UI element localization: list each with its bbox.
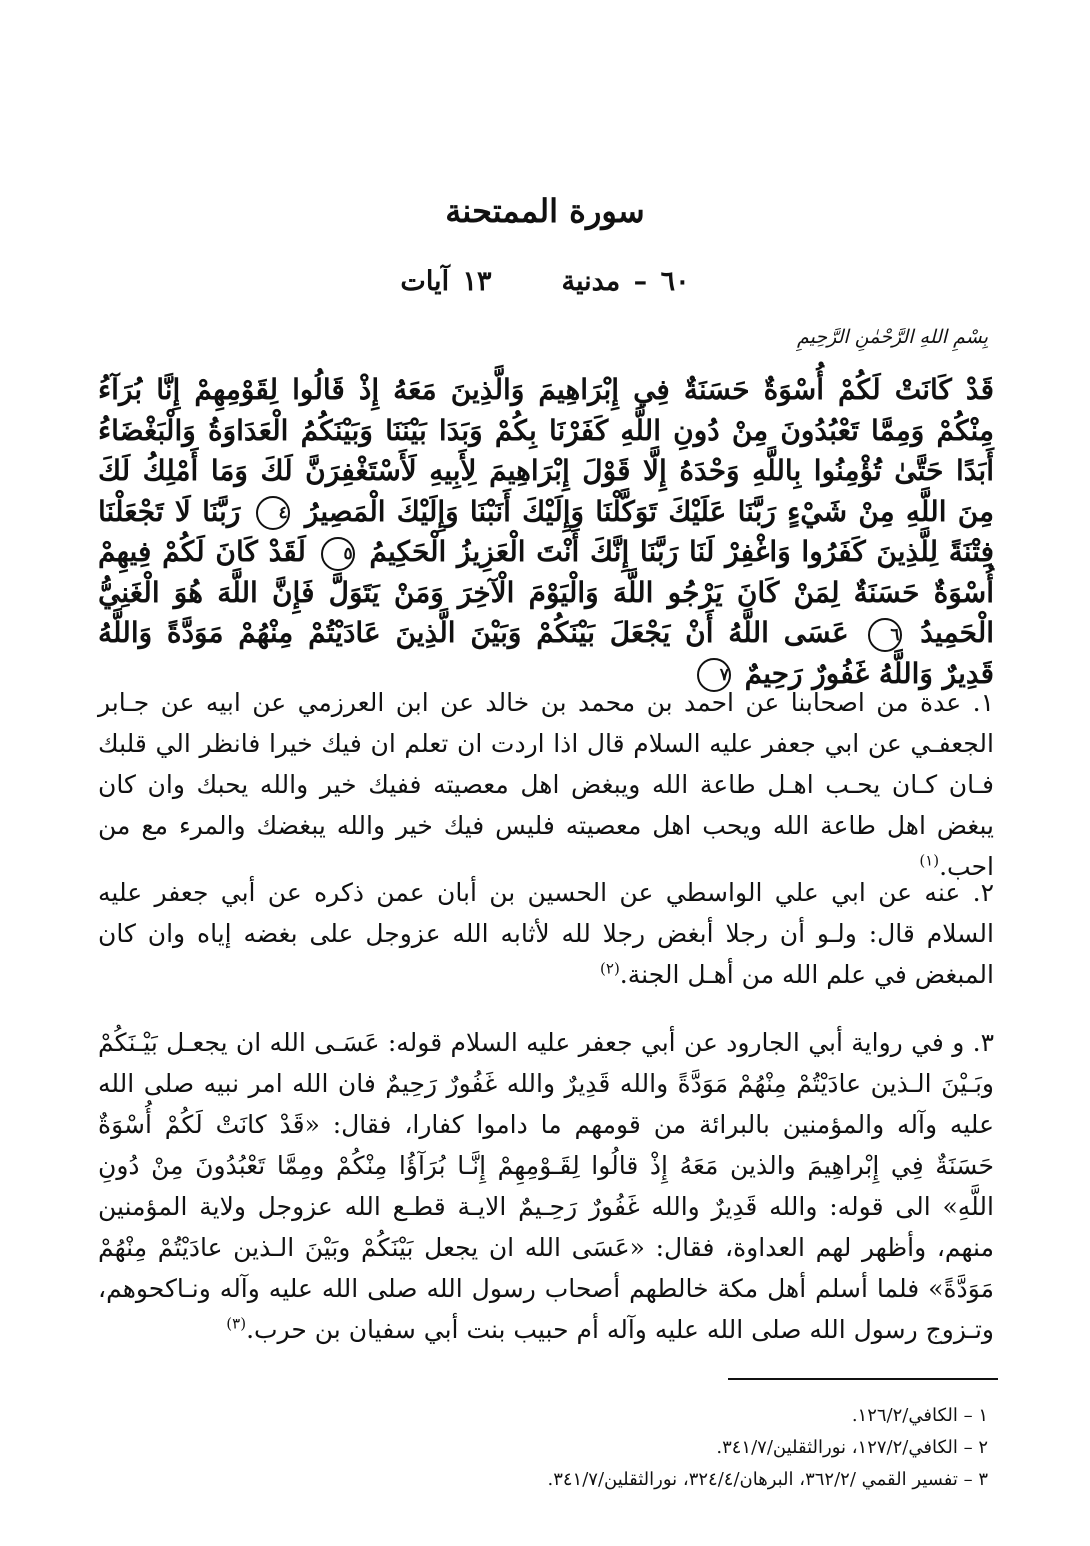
hadith-3-text: ٣. و في رواية أبي الجارود عن أبي جعفر عليه السلام قوله: عَسَـى الله ان يجعـل بَيْـنَكُمْ وبَـيْنَ الـذين عادَيْتُمْ مِنْهُمْ مَوَدَّةً والله قَدِيرٌ والله غَفُورٌ رَحِيمٌ فان الله امر نبيه صلى الله عليه وآله والمؤمنين بالبرائة من قومهم ما داموا كفارا، فقال: «قَدْ كانَتْ لَكُمْ أُسْوَةٌ حَسَنَةٌ فِي إِبْراهِيمَ والذين مَعَهُ إِذْ قالُوا لِقَـوْمِهِمْ إِنَّـا بُرَآؤُا مِنْكُمْ ومِمَّا تَعْبُدُونَ مِنْ دُونِ اللَّهِ» الى قوله: والله قَدِيرٌ والله غَفُورٌ رَحِـيمٌ الايـة قطـع الله عزوجل ولاية المؤمنين منهم، وأظهر لهم العداوة، فقال: «عَسَى الله ان يجعل بَيْنَكُمْ وبَيْنَ الـذين عادَيْتُمْ مِنْهُمْ مَوَدَّةً» فلما أسلم أهل مكة خالطهم أصحاب رسول الله صلى الله عليه وآله ونـاكحوهم، وتـزوج رسول الله صلى الله عليه وآله أم حبيب بنت أبي سفيان بن حرب. — [98, 1028, 994, 1344]
hadith-3-ref: (٣) — [226, 1314, 247, 1333]
verse-text-6: لَقَدْ كَانَ لَكُمْ فِيهِمْ أُسْوَةٌ حَسَنَةٌ لِمَنْ كَانَ يَرْجُو اللَّهَ وَالْيَوْمَ الْآخِرَ وَمَنْ يَتَوَلَّ فَإِنَّ اللَّهَ هُوَ الْغَنِيُّ الْحَمِيدُ — [98, 535, 995, 649]
hadith-2-ref: (٢) — [600, 959, 620, 978]
surah-title: سورة الممتحنة — [445, 192, 645, 230]
verse-text-5: رَبَّنَا لَا تَجْعَلْنَا فِتْنَةً لِلَّذِينَ كَفَرُوا وَاغْفِرْ لَنَا رَبَّنَا إِنَّكَ أَنْتَ الْعَزِيزُ الْحَكِيمُ — [98, 494, 995, 568]
surah-number-type: ٦٠ – مدنية — [561, 266, 690, 297]
footnotes — [188, 1400, 988, 1496]
verse-text-4: قَدْ كَانَتْ لَكُمْ أُسْوَةٌ حَسَنَةٌ فِي إِبْرَاهِيمَ وَالَّذِينَ مَعَهُ إِذْ قَالُوا لِقَوْمِهِمْ إِنَّا بُرَآءُ مِنْكُمْ وَمِمَّا تَعْبُدُونَ مِنْ دُونِ اللَّهِ كَفَرْنَا بِكُمْ وَبَدَا بَيْنَنَا وَبَيْنَكُمُ الْعَدَاوَةُ وَالْبَغْضَاءُ أَبَدًا حَتَّىٰ تُؤْمِنُوا بِاللَّهِ وَحْدَهُ إِلَّا قَوْلَ إِبْرَاهِيمَ لِأَبِيهِ لَأَسْتَغْفِرَنَّ لَكَ وَمَا أَمْلِكُ لَكَ مِنَ اللَّهِ مِنْ شَيْءٍ رَبَّنَا عَلَيْكَ تَوَكَّلْنَا وَإِلَيْكَ أَنَبْنَا وَإِلَيْكَ الْمَصِيرُ — [98, 373, 995, 528]
ayah-number-6: ٦ — [868, 618, 902, 652]
ayah-number-5: ٥ — [321, 537, 355, 571]
footnote-3: ٣ – تفسير القمي /٣٦٢/٢، البرهان/٣٢٤/٤، نورالثقلين/٣٤١/٧. — [547, 1469, 988, 1490]
basmala: بِسْمِ اللهِ الرَّحْمٰنِ الرَّحِيمِ — [797, 326, 988, 348]
footnote-divider — [728, 1378, 998, 1380]
verse-text-7: عَسَى اللَّهُ أَنْ يَجْعَلَ بَيْنَكُمْ وَبَيْنَ الَّذِينَ عَادَيْتُمْ مِنْهُمْ مَوَدَّةً وَاللَّهُ قَدِيرٌ وَاللَّهُ غَفُورٌ رَحِيمٌ — [98, 616, 994, 690]
ayah-number-4: ٤ — [256, 496, 290, 530]
hadith-2-text: ٢. عنه عن ابي علي الواسطي عن الحسين بن أبان عمن ذكره عن أبي جعفر عليه السلام قال: ولـو أن رجلا أبغض رجلا لله لأثابه الله عزوجل على بغضه إياه وان كان المبغض في علم الله من أهـل الجنة. — [98, 878, 994, 989]
hadith-1-ref: (١) — [919, 851, 940, 870]
ayah-number-7: ٧ — [697, 658, 731, 692]
hadith-2 — [98, 872, 994, 995]
footnote-2: ٢ – الكافي/١٢٧/٢، نورالثقلين/٣٤١/٧. — [716, 1437, 988, 1458]
hadith-1 — [98, 682, 994, 887]
quran-verses — [98, 370, 994, 694]
hadith-1-text: ١. عدة من اصحابنا عن احمد بن محمد بن خالد عن ابن العرزمي عن ابيه عن جـابر الجعفـي عن ابي جعفر عليه السلام قال اذا اردت ان تعلم ان فيك خيرا فانظر الي قلبك فـان كـان يحـب اهـل طاعة الله ويبغض اهل معصيته ففيك خير والله يحبك وان كان يبغض اهل طاعة الله ويحب اهل معصيته فليس فيك خير والله يبغضك والمرء مع من احب. — [98, 688, 994, 881]
hadith-3 — [98, 1022, 994, 1350]
surah-meta — [0, 266, 1090, 297]
surah-verse-count: ١٣ آيات — [400, 266, 492, 297]
footnote-1: ١ – الكافي/١٢٦/٢. — [851, 1405, 988, 1426]
